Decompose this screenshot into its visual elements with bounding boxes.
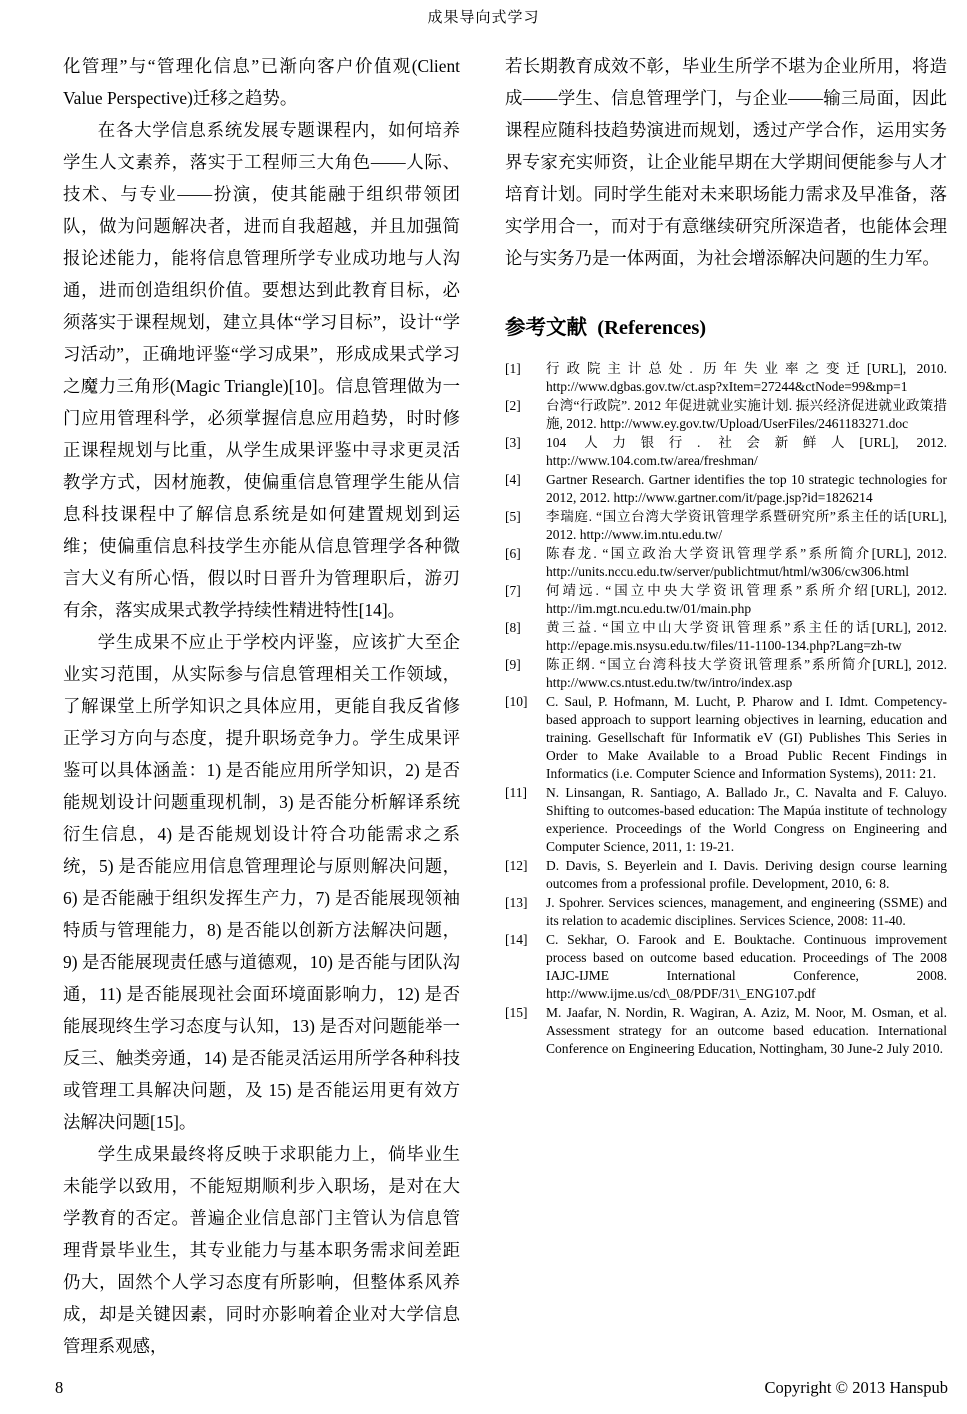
reference-number: [2] <box>505 398 521 413</box>
reference-text: 陈正纲. “国立台湾科技大学资讯管理系”系所简介[URL], 2012. http://www.cs.ntust.edu.tw/tw/intro/index.asp <box>546 657 947 690</box>
reference-item <box>505 471 947 507</box>
reference-number: [7] <box>505 583 521 598</box>
body-paragraph: 学生成果不应止于学校内评鉴，应该扩大至企业实习范围，从实际参与信息管理相关工作领域，了解课堂上所学知识之具体应用，更能自我反省修正学习方向与态度，提升职场竞争力。学生成果评鉴可以具体涵盖：1) 是否能应用所学知识，2) 是否能规划设计问题重现机制，3) 是否能分析解译系统衍生信息，4) 是否能规划设计符合功能需求之系统，5) 是否能应用信息管理理论与原则解决问题，6) 是否能融于组织发挥生产力，7) 是否能展现领袖特质与管理能力，8) 是否能以创新方法解决问题，9) 是否能展现责任感与道德观，10) 是否能与团队沟通，11) 是否能展现社会面环境面影响力，12) 是否能展现终生学习态度与认知，13) 是否对问题能举一反三、触类旁通，14) 是否能灵活运用所学各种科技或管理工具解决问题，及 15) 是否能运用更有效方法解决问题[15]。 <box>63 632 460 1132</box>
reference-number: [13] <box>505 895 528 910</box>
reference-item <box>505 931 947 1003</box>
reference-item <box>505 545 947 581</box>
reference-number: [1] <box>505 361 521 376</box>
reference-item <box>505 582 947 618</box>
reference-number: [11] <box>505 785 527 800</box>
reference-item <box>505 1004 947 1058</box>
page-footer <box>0 1378 967 1398</box>
reference-number: [12] <box>505 858 528 873</box>
reference-text: C. Saul, P. Hofmann, M. Lucht, P. Pharow and I. Idmt. Competency-based approach to support learning objectives in learning, education and training. Gesellschaft für Informatik eV (GI) Publishes This Series in Order to Make Available to a Broad Public Recent Findings in Informatics (i.e. Computer Science and Information Systems), 2011: 21. <box>546 694 947 781</box>
body-paragraph: 化管理”与“管理化信息”已渐向客户价值观(Client Value Perspective)迁移之趋势。 <box>63 56 460 108</box>
reference-item <box>505 894 947 930</box>
running-header <box>0 6 967 27</box>
body-paragraph: 若长期教育成效不彰，毕业生所学不堪为企业所用，将造成——学生、信息管理学门，与企业——输三局面，因此课程应随科技趋势演进而规划，透过产学合作，运用实务界专家充实师资，让企业能早期在大学期间便能参与人才培育计划。同时学生能对未来职场能力需求及早准备，落实学用合一，而对于有意继续研究所深造者，也能体会理论与实务乃是一体两面，为社会增添解决问题的生力军。 <box>505 56 947 268</box>
reference-text: 李瑞庭. “国立台湾大学资讯管理学系暨研究所”系主任的话[URL], 2012. http://www.im.ntu.edu.tw/ <box>546 509 947 542</box>
right-column <box>505 50 947 1059</box>
body-paragraph: 在各大学信息系统发展专题课程内，如何培养学生人文素养，落实于工程师三大角色——人际、技术、与专业——扮演，使其能融于组织带领团队，做为问题解决者，进而自我超越，并且加强简报论述能力，能将信息管理所学专业成功地与人沟通，进而创造组织价值。要想达到此教育目标，必须落实于课程规划，建立具体“学习目标”，设计“学习活动”，正确地评鉴“学习成果”，形成成果式学习之魔力三角形(Magic Triangle)[10]。信息管理做为一门应用管理科学，必须掌握信息应用趋势，时时修正课程规划与比重，从学生成果评鉴中寻求更灵活教学方式，因材施教，使偏重信息管理学生能从信息科技课程中了解信息系统是如何建置规划到运维；使偏重信息科技学生亦能从信息管理学各种微言大义有所心悟，假以时日晋升为管理职后，游刃有余，落实成果式教学持续性精进特性[14]。 <box>63 120 460 620</box>
reference-text: 104 人力银行. 社会新鲜人[URL], 2012. http://www.104.com.tw/area/freshman/ <box>546 435 947 468</box>
reference-text: 何靖远. “国立中央大学资讯管理系”系所介绍[URL], 2012. http://im.mgt.ncu.edu.tw/01/main.php <box>546 583 947 616</box>
reference-number: [3] <box>505 435 521 450</box>
reference-text: M. Jaafar, N. Nordin, R. Wagiran, A. Aziz, M. Noor, M. Osman, et al. Assessment strategy for an outcome based education. International Conference on Engineering Education, Nottingham, 30 June-2 July 2010. <box>546 1005 947 1056</box>
body-paragraph: 学生成果最终将反映于求职能力上，倘毕业生未能学以致用，不能短期顺利步入职场，是对在大学教育的否定。普遍企业信息部门主管认为信息管理背景毕业生，其专业能力与基本职务需求间差距仍大，固然个人学习态度有所影响，但整体系风养成，却是关键因素，同时亦影响着企业对大学信息管理系观感， <box>63 1144 460 1356</box>
reference-item <box>505 508 947 544</box>
reference-text: J. Spohrer. Services sciences, management, and engineering (SSME) and its relation to academic disciplines. Services Science, 2008: 11-40. <box>546 895 947 928</box>
reference-item <box>505 397 947 433</box>
reference-item <box>505 857 947 893</box>
reference-text: 行政院主计总处. 历年失业率之变迁[URL], 2010. http://www.dgbas.gov.tw/ct.asp?xItem=27244&ctNode=99&mp=1 <box>546 361 947 394</box>
reference-item <box>505 434 947 470</box>
reference-number: [6] <box>505 546 521 561</box>
copyright: Copyright © 2013 Hanspub <box>764 1378 948 1397</box>
reference-number: [15] <box>505 1005 528 1020</box>
paper-title: 成果导向式学习 <box>427 10 540 26</box>
reference-text: 黄三益. “国立中山大学资讯管理系”系主任的话[URL], 2012. http://epage.mis.nsysu.edu.tw/files/11-1100-134.php?Lang=zh-tw <box>546 620 947 653</box>
reference-number: [9] <box>505 657 521 672</box>
reference-item <box>505 784 947 856</box>
reference-text: C. Sekhar, O. Farook and E. Bouktache. Continuous improvement process based on outcome based education. Proceedings of The 2008 IAJC-IJME International Conference, 2008. http://www.ijme.us/cd\_08/PDF/31\_ENG107.pdf <box>546 932 947 1001</box>
reference-item <box>505 619 947 655</box>
left-column <box>63 50 460 1362</box>
reference-text: 台湾“行政院”. 2012 年促进就业实施计划. 振兴经济促进就业政策措施, 2012. http://www.ey.gov.tw/Upload/UserFiles/2461183271.doc <box>546 398 947 431</box>
references-heading: 参考文献 (References) <box>505 317 707 339</box>
reference-item <box>505 693 947 783</box>
reference-text: N. Linsangan, R. Santiago, A. Ballado Jr., C. Navalta and F. Caluyo. Shifting to outcomes-based education: The Mapúa institute of technology experience. Proceedings of the World Congress on Engineering and Computer Science, 2011, 1: 19-21. <box>546 785 947 854</box>
reference-number: [5] <box>505 509 521 524</box>
reference-text: 陈春龙. “国立政治大学资讯管理学系”系所简介[URL], 2012. http://units.nccu.edu.tw/server/publichtmut/html/w306/cw306.html <box>546 546 947 579</box>
reference-item <box>505 360 947 396</box>
two-column-body <box>63 50 947 1362</box>
reference-number: [10] <box>505 694 528 709</box>
references-list <box>505 360 947 1058</box>
reference-item <box>505 656 947 692</box>
reference-text: Gartner Research. Gartner identifies the top 10 strategic technologies for 2012, 2012. http://www.gartner.com/it/page.jsp?id=1826214 <box>546 472 947 505</box>
reference-number: [4] <box>505 472 521 487</box>
reference-number: [8] <box>505 620 521 635</box>
reference-number: [14] <box>505 932 528 947</box>
page-number: 8 <box>55 1378 64 1397</box>
reference-text: D. Davis, S. Beyerlein and I. Davis. Deriving design course learning outcomes from a professional profile. Development, 2010, 6: 8. <box>546 858 947 891</box>
